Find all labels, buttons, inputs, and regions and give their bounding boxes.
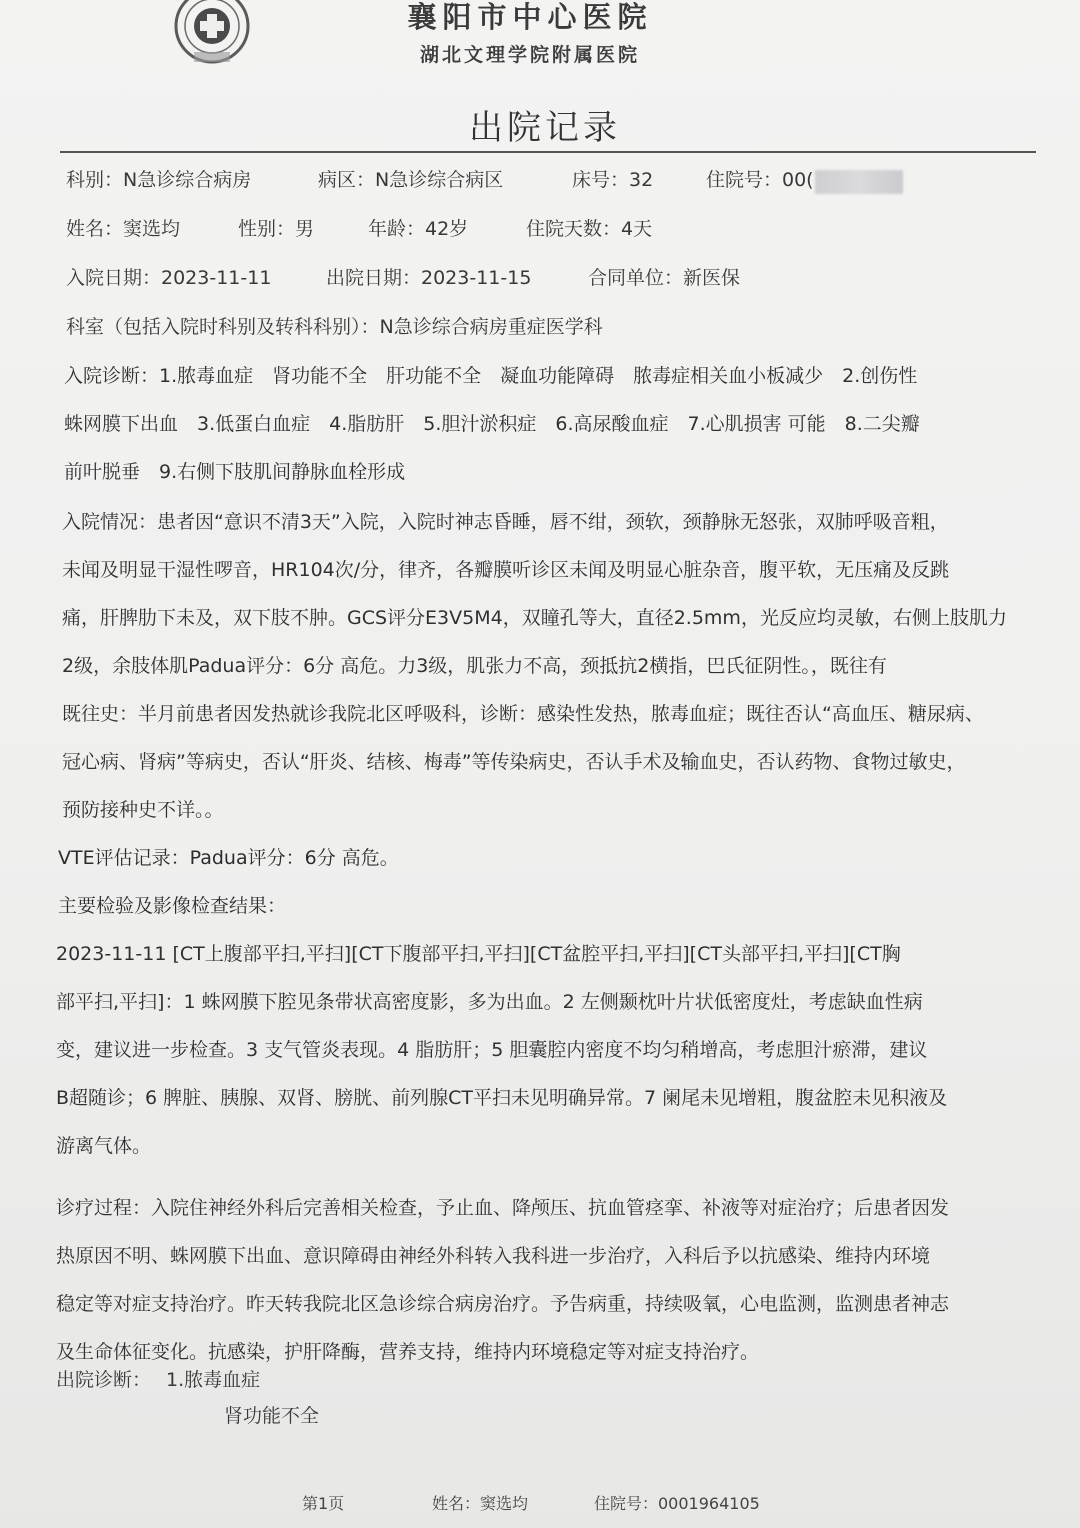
info-row-4: [0, 311, 1080, 343]
text-line: 入院诊断：1.脓毒血症 肾功能不全 肝功能不全 凝血功能障碍 脓毒症相关血小板减少 2.创伤性: [64, 365, 918, 387]
exam-results: [56, 930, 1040, 1170]
info-row-2: [0, 213, 1080, 245]
discharge-diagnosis-item: 1.脓毒血症: [166, 1369, 261, 1391]
text-line: 变，建议进一步检查。3 支气管炎表现。4 脂肪肝；5 胆囊腔内密度不均匀稍增高，考虑胆汁瘀滞，建议: [56, 1039, 928, 1061]
text-line: 既往史：半月前患者因发热就诊我院北区呼吸科，诊断：感染性发热，脓毒血症；既往否认“高血压、糖尿病、: [62, 703, 984, 725]
admission-diagnosis: [64, 352, 1040, 496]
text-line: 未闻及明显干湿性啰音，HR104次/分，律齐，各瓣膜听诊区未闻及明显心脏杂音，腹平软，无压痛及反跳: [62, 559, 950, 581]
text-line: 2023-11-11 [CT上腹部平扫,平扫][CT下腹部平扫,平扫][CT盆腔平扫,平扫][CT头部平扫,平扫][CT胸: [56, 943, 901, 965]
redaction-blur: [815, 170, 903, 194]
text-line: 预防接种史不详。。: [62, 799, 224, 821]
treatment-course: [56, 1184, 1040, 1376]
text-line: 及生命体征变化。抗感染，护肝降酶，营养支持，维持内环境稳定等对症支持治疗。: [56, 1341, 760, 1363]
page-number: 第1页: [302, 1494, 345, 1513]
text-line: 蛛网膜下出血 3.低蛋白血症 4.脂肪肝 5.胆汁淤积症 6.高尿酸血症 7.心肌损害 可能 8.二尖瓣: [64, 413, 920, 435]
insurance-field: 合同单位：新医保: [588, 267, 741, 289]
hospital-logo-icon: [172, 0, 252, 66]
text-line: 诊疗过程：入院住神经外科后完善相关检查，予止血、降颅压、抗血管痉挛、补液等对症治疗；后患者因发: [56, 1197, 950, 1219]
discharge-date-field: 出院日期：2023-11-15: [326, 267, 532, 289]
vte-assessment: VTE评估记录：Padua评分：6分 高危。: [58, 847, 399, 869]
text-line: 痛，肝脾肋下未及，双下肢不肿。GCS评分E3V5M4，双瞳孔等大，直径2.5mm，光反应均灵敏，右侧上肢肌力: [62, 607, 1007, 629]
sex-field: 性别：男: [238, 218, 315, 240]
page-title: 出院记录: [469, 108, 621, 148]
hospital-subtitle: 湖北文理学院附属医院: [419, 44, 640, 66]
ward-field: 病区：N急诊综合病区: [318, 169, 504, 191]
info-row-1: [0, 164, 1080, 196]
department-transfer-field: 科室（包括入院时科别及转科科别）：N急诊综合病房重症医学科: [66, 316, 603, 338]
admission-status: [62, 498, 1042, 834]
text-line: 入院情况：患者因“意识不清3天”入院，入院时神志昏睡，唇不绀，颈软，颈静脉无怒张，双肺呼吸音粗，: [62, 511, 949, 533]
exam-results-heading: 主要检验及影像检查结果：: [58, 895, 287, 917]
info-row-3: [0, 262, 1080, 294]
text-line: B超随诊；6 脾脏、胰腺、双肾、膀胱、前列腺CT平扫未见明确异常。7 阑尾未见增粗，腹盆腔未见积液及: [56, 1087, 948, 1109]
discharge-diagnosis: [0, 1364, 1080, 1396]
footer-patient-name: 姓名：窦选均: [432, 1494, 529, 1513]
text-line: 热原因不明、蛛网膜下出血、意识障碍由神经外科转入我科进一步治疗，入科后予以抗感染、维持内环境: [56, 1245, 931, 1267]
admission-date-field: 入院日期：2023-11-11: [66, 267, 272, 289]
discharge-diagnosis-item: 肾功能不全: [224, 1405, 320, 1427]
text-line: 冠心病、肾病”等病史，否认“肝炎、结核、梅毒”等传染病史，否认手术及输血史，否认药物、食物过敏史，: [62, 751, 966, 773]
text-line: 前叶脱垂 9.右侧下肢肌间静脉血栓形成: [64, 461, 406, 483]
patient-name-field: 姓名：窦选均: [66, 218, 181, 240]
title-divider: [60, 151, 1036, 153]
footer-admission-number: 住院号：0001964105: [594, 1494, 760, 1513]
admission-number-field: 住院号：00(: [706, 169, 814, 191]
discharge-diagnosis-continued: [0, 1400, 1080, 1432]
department-field: 科别：N急诊综合病房: [66, 169, 252, 191]
hospital-days-field: 住院天数：4天: [526, 218, 653, 240]
discharge-diagnosis-label: 出院诊断：: [56, 1369, 152, 1391]
hospital-name: 襄阳市中心医院: [407, 0, 653, 34]
age-field: 年龄：42岁: [368, 218, 469, 240]
text-line: 游离气体。: [56, 1135, 152, 1157]
text-line: 2级，余肢体肌Padua评分：6分 高危。力3级，肌张力不高，颈抵抗2横指，巴氏征阴性。，既往有: [62, 655, 887, 677]
text-line: 稳定等对症支持治疗。昨天转我院北区急诊综合病房治疗。予告病重，持续吸氧，心电监测，监测患者神志: [56, 1293, 950, 1315]
bed-field: 床号：32: [572, 169, 654, 191]
text-line: 部平扫,平扫]：1 蛛网膜下腔见条带状高密度影，多为出血。2 左侧颞枕叶片状低密度灶，考虑缺血性病: [56, 991, 923, 1013]
